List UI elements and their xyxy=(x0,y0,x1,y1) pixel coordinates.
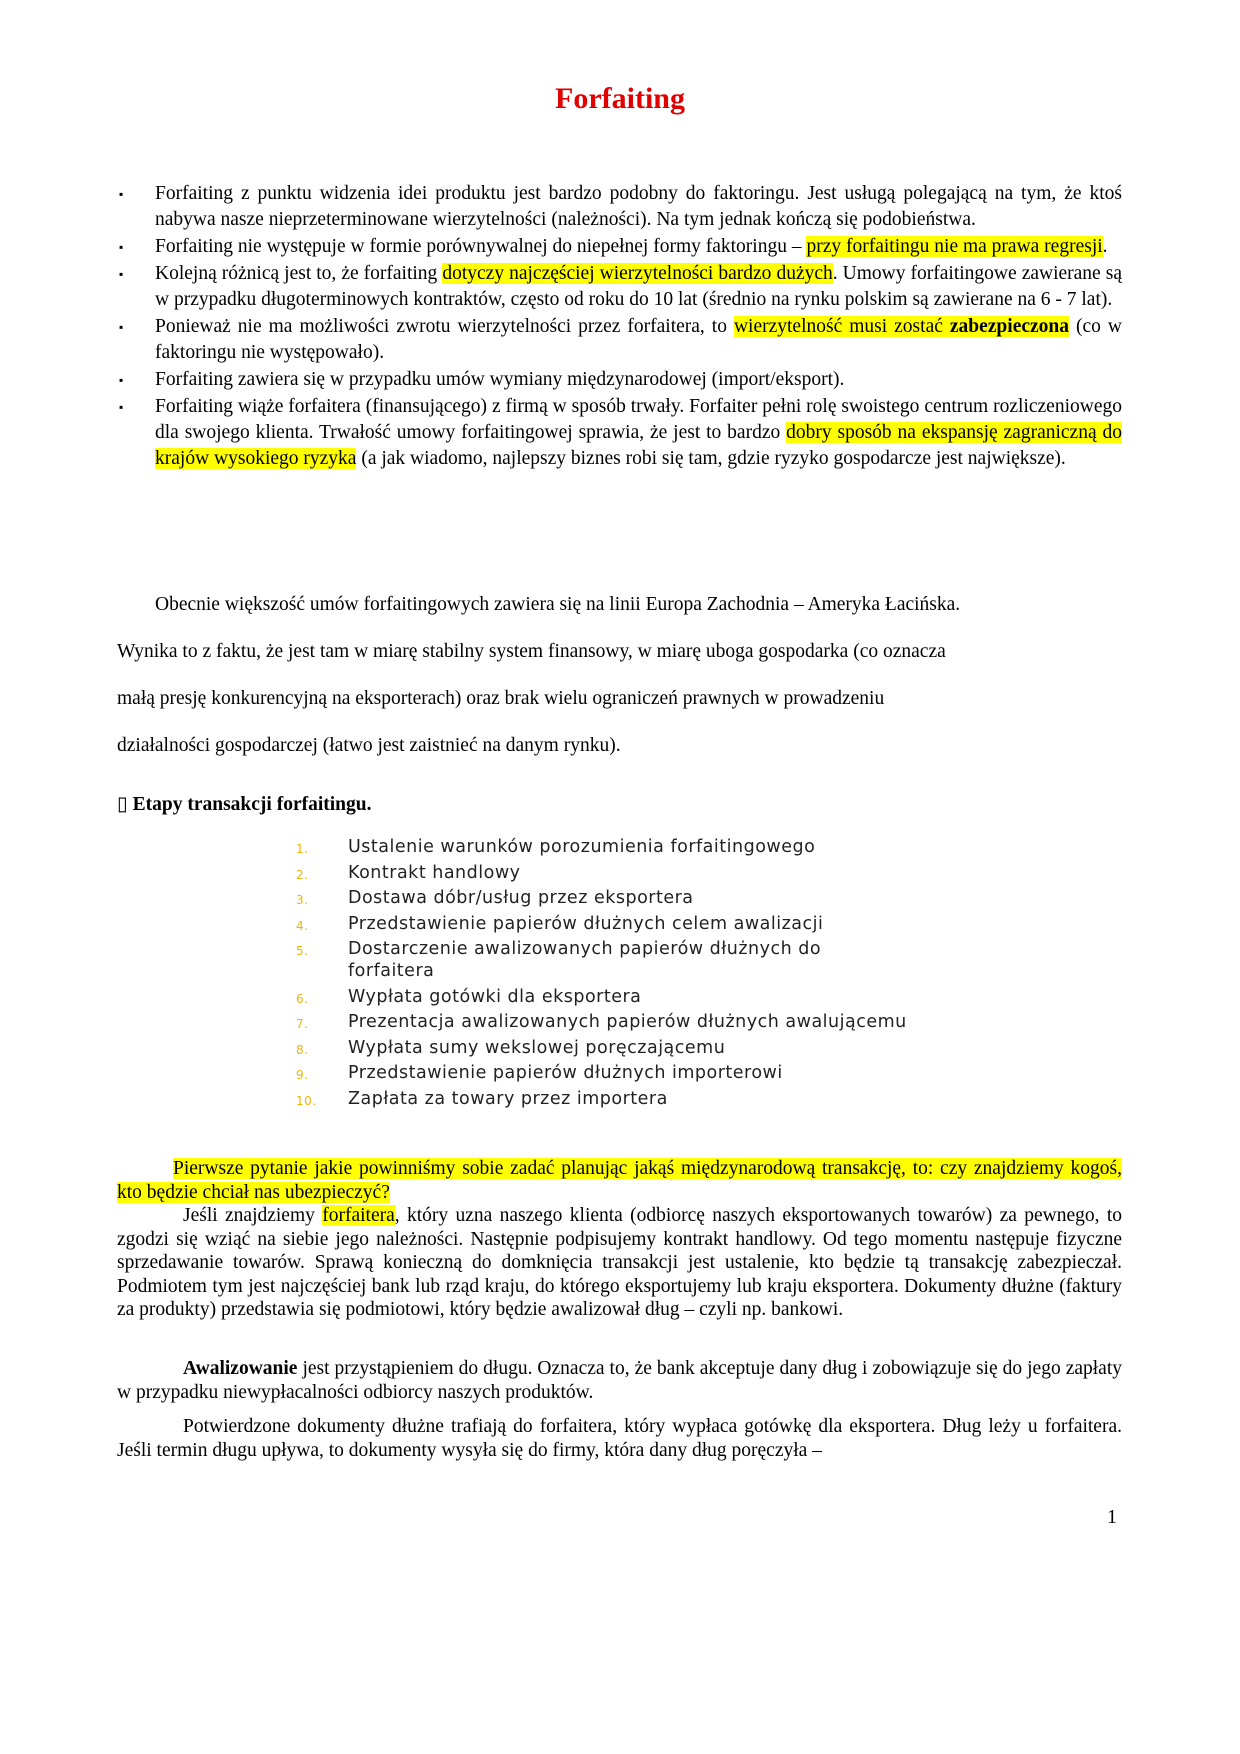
paragraph-first-question: Pierwsze pytanie jakie powinniśmy sobie zadać planując jakąś międzynarodową transakcję, to: czy znajdziemy kogoś, kto będzie chciał nas ubezpieczyć? xyxy=(117,1158,1122,1203)
step-item: 7. Prezentacja awalizowanych papierów dłużnych awalującemu xyxy=(296,1012,907,1032)
bullet-item: ▪ Forfaiting wiąże forfaitera (finansującego) z firmą w sposób trwały. Forfaiter pełni rolę swoistego centrum rozliczeniowego dla swojego klienta. Trwałość umowy forfaitingowej sprawia, że jest to bardzo dobry sposób na ekspansję zagraniczną do krajów wysokiego ryzyka (a jak wiadomo, najlepszy biznes robi się tam, gdzie ryzyko gospodarcze jest największe). xyxy=(119,396,1122,469)
highlighted-text: dobry sposób na ekspansję zagraniczną do krajów wysokiego ryzyka xyxy=(155,422,1122,469)
highlighted-text: forfaitera xyxy=(322,1205,395,1226)
bullet-icon: ▪ xyxy=(119,240,124,254)
bullet-icon: ▪ xyxy=(119,400,124,414)
section-heading: ▯ Etapy transakcji forfaitingu. xyxy=(117,794,372,815)
bullet-icon: ▪ xyxy=(119,267,124,281)
highlighted-text: wierzytelność musi zostać xyxy=(733,316,950,337)
missing-glyph-icon: ▯ xyxy=(117,794,128,815)
highlighted-bold-text: zabezpieczona xyxy=(949,316,1070,337)
step-item: 2. Kontrakt handlowy xyxy=(296,862,521,883)
highlighted-text: przy forfaitingu nie ma prawa regresji xyxy=(806,236,1103,257)
step-item: 6. Wypłata gotówki dla eksportera xyxy=(296,986,642,1007)
paragraph-latin-america: Obecnie większość umów forfaitingowych zawiera się na linii Europa Zachodnia – Ameryka Łacińska. Wynika to z faktu, że jest tam w miarę stabilny system finansowy, w miarę uboga gospodarka (co oznacza małą presję konkurencyjną na eksporterach) oraz brak wielu ograniczeń prawnych w prowadzeniu działalności gospodarczej (łatwo jest zaistnieć na danym rynku). xyxy=(117,594,961,756)
page-number: 1 xyxy=(1107,1506,1117,1528)
bullet-icon: ▪ xyxy=(119,320,124,334)
step-item: 5. Dostarczenie awalizowanych papierów dłużnych do forfaitera xyxy=(296,939,822,981)
highlighted-text: dotyczy najczęściej wierzytelności bardzo dużych xyxy=(442,263,833,284)
bullet-item: ▪ Ponieważ nie ma możliwości zwrotu wierzytelności przez forfaitera, to wierzytelność musi zostać zabezpieczona (co w faktoringu nie występowało). xyxy=(119,316,1122,363)
bullet-item: ▪ Kolejną różnicą jest to, że forfaiting dotyczy najczęściej wierzytelności bardzo dużych. Umowy forfaitingowe zawierane są w przypadku długoterminowych kontraktów, często od roku do 10 lat (średnio na rynku polskim są zawierane na 6 - 7 lat). xyxy=(119,263,1122,310)
bullet-icon: ▪ xyxy=(119,373,124,387)
transaction-steps-list xyxy=(296,836,976,1113)
bullet-item: ▪ Forfaiting zawiera się w przypadku umów wymiany międzynarodowej (import/eksport). xyxy=(117,367,1122,393)
step-item: 4. Przedstawienie papierów dłużnych celem awalizacji xyxy=(296,913,824,934)
paragraph-awalizowanie: Awalizowanie jest przystąpieniem do długu. Oznacza to, że bank akceptuje dany dług i zobowiązuje się do jego zapłaty w przypadku niewypłacalności odbiorcy naszych produktów. xyxy=(117,1358,1122,1403)
step-item: 10. Zapłata za towary przez importera xyxy=(296,1088,668,1109)
step-item: 1. Ustalenie warunków porozumienia forfaitingowego xyxy=(296,837,816,857)
bullet-list xyxy=(117,181,1122,473)
step-item: 9. Przedstawienie papierów dłużnych importerowi xyxy=(296,1063,783,1083)
paragraph-forfaiter: Jeśli znajdziemy forfaitera, który uzna naszego klienta (odbiorcę naszych eksportowanych towarów) za pewnego, to zgodzi się wziąć na siebie jego należności. Następnie podpisujemy kontrakt handlowy. Od tego momentu następuje fizyczne sprzedawanie towarów. Sprawą konieczną do domknięcia transakcji jest ustalenie, kto będzie tą transakcję zabezpieczał. Podmiotem tym jest najczęściej bank lub rząd kraju, do którego eksportujemy lub kraju eksportera. Dokumenty dłużne (faktury za produkty) przedstawia się podmiotowi, który będzie awalizował dług – czyli np. bankowi. xyxy=(117,1205,1123,1320)
bullet-item: ▪ Forfaiting nie występuje w formie porównywalnej do niepełnej formy faktoringu – przy forfaitingu nie ma prawa regresji. xyxy=(117,234,1122,260)
bullet-icon: ▪ xyxy=(119,187,124,201)
bullet-item: ▪ Forfaiting z punktu widzenia idei produktu jest bardzo podobny do faktoringu. Jest usługą polegającą na tym, że ktoś nabywa nasze nieprzeterminowane wierzytelności (należności). Na tym jednak kończą się podobieństwa. xyxy=(119,183,1122,230)
paragraph-confirmed-documents: Potwierdzone dokumenty dłużne trafiają do forfaitera, który wypłaca gotówkę dla eksportera. Dług leży u forfaitera. Jeśli termin długu upływa, to dokumenty wysyła się do firmy, która dany dług poręczyła – xyxy=(117,1416,1122,1461)
step-item: 3. Dostawa dóbr/usług przez eksportera xyxy=(296,888,694,908)
step-item: 8. Wypłata sumy wekslowej poręczającemu xyxy=(296,1037,726,1058)
document-title: Forfaiting xyxy=(555,82,685,115)
